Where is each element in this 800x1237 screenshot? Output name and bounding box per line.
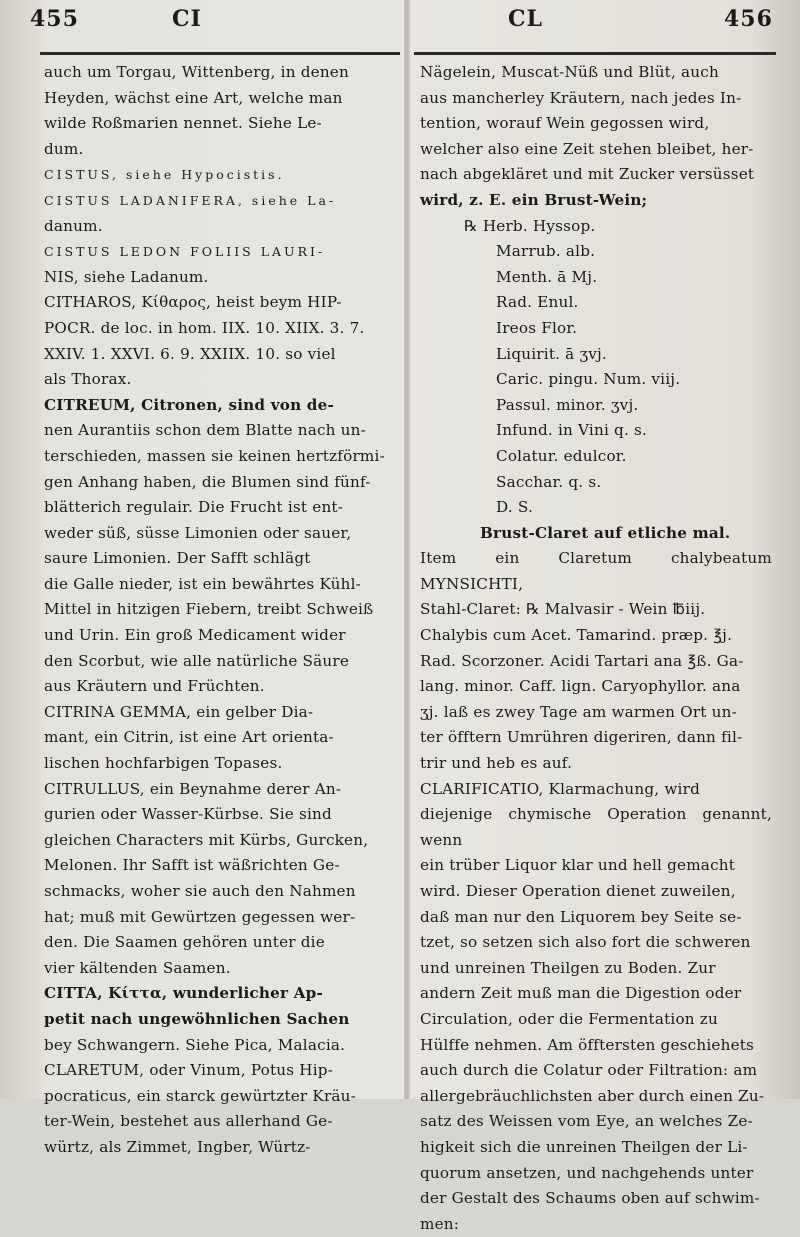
text-line: higkeit sich die unreinen Theilgen der Li- [420,1137,748,1156]
text-line: aus mancherley Kräutern, nach jedes In- [420,88,742,107]
recipe-line: Liquirit. ā ʒvj. [496,344,607,363]
entry-heading: CITRULLUS, ein Beynahme derer An- [44,779,342,798]
right-page-number: 456 [724,6,773,32]
text-line: gurien oder Wasser-Kürbse. Sie sind [44,805,332,824]
text-line: hat; muß mit Gewürtzen gegessen wer- [44,907,356,926]
right-section-header: CL [508,6,543,32]
text-line: schmacks, woher sie auch den Nahmen [44,882,356,900]
text-line: welcher also eine Zeit stehen bleibet, her- [420,139,754,158]
left-text-column [44,60,396,1161]
entry-heading: CITREUM, Citronen, sind von de- [44,395,334,414]
text-line: ein trüber Liquor klar und hell gemacht [420,856,736,875]
entry-heading: CITRINA GEMMA, ein gelber Dia- [44,702,314,721]
recipe-line: Ireos Flor. [496,318,578,337]
text-line: terschieden, massen sie keinen hertzförmi- [44,446,385,465]
entry-heading: CISTUS LADANIFERA, siehe La- [44,192,337,208]
text-line: Chalybis cum Acet. Tamarind. præp. ℥j. [420,626,733,645]
text-line: blätterich regulair. Die Frucht ist ent- [44,498,344,517]
text-line: Melonen. Ihr Safft ist wäßrichten Ge- [44,856,340,875]
entry-heading: CLARIFICATIO, Klarmachung, wird [420,779,700,798]
left-section-header: CI [172,6,202,32]
recipe-line: Rad. Enul. [496,293,579,312]
entry-heading: CLARETUM, oder Vinum, Potus Hip- [44,1061,334,1080]
text-line: daß man nur den Liquorem bey Seite se- [420,907,742,926]
text-line: Nägelein, Muscat-Nüß und Blüt, auch [420,63,719,81]
text-line: weder süß, süsse Limonien oder sauer, [44,523,352,542]
text-line: diejenige chymische Operation genannt, wenn [420,805,772,849]
text-line: auch durch die Colatur oder Filtration: am [420,1061,758,1080]
right-header-rule [414,52,776,55]
text-line: gleichen Characters mit Kürbs, Gurcken, [44,830,369,849]
text-line: Circulation, oder die Fermentation zu [420,1009,718,1028]
text-line: mant, ein Citrin, ist eine Art orienta- [44,728,334,747]
text-line: dum. [44,139,84,158]
entry-heading: CISTUS, siehe Hypocistis. [44,167,285,183]
text-line: NIS, siehe Ladanum. [44,267,209,286]
text-line: aus Kräutern und Früchten. [44,677,265,696]
recipe-line: Menth. ā Mj. [496,267,598,286]
text-line: men: [420,1214,460,1233]
text-line: quorum ansetzen, und nachgehends unter [420,1163,754,1182]
recipe-line: Marrub. alb. [496,242,596,261]
text-line: den Scorbut, wie alle natürliche Säure [44,651,350,670]
left-header-rule [40,52,400,55]
text-line: den. Die Saamen gehören unter die [44,933,325,952]
recipe-line: Passul. minor. ʒvj. [496,395,639,414]
text-line: Hülffe nehmen. Am öfftersten geschiehets [420,1035,755,1054]
entry-heading: CITHAROS, Κίθαρος, heist beym HIP- [44,293,342,312]
entry-heading: CISTUS LEDON FOLIIS LAURI- [44,244,326,260]
text-line: bey Schwangern. Siehe Pica, Malacia. [44,1035,346,1054]
right-text-column [420,60,772,1237]
text-line: tention, worauf Wein gegossen wird, [420,114,710,133]
text-line: satz des Weissen vom Eye, an welches Ze- [420,1112,753,1131]
text-line: Rad. Scorzoner. Acidi Tartari ana ℥ß. Ga- [420,651,744,670]
text-line: Heyden, wächst eine Art, welche man [44,88,343,107]
text-line: petit nach ungewöhnlichen Sachen [44,1009,350,1028]
text-line: trir und heb es auf. [420,754,573,773]
text-line: Mittel in hitzigen Fiebern, treibt Schweiß [44,600,374,619]
text-line: XXIV. 1. XXVI. 6. 9. XXIIX. 10. so viel [44,344,336,363]
left-page-number: 455 [30,6,79,32]
text-line: pocraticus, ein starck gewürtzter Kräu- [44,1086,356,1105]
text-line: gen Anhang haben, die Blumen sind fünf- [44,472,371,491]
text-line: tzet, so setzen sich also fort die schweren [420,933,751,952]
recipe-line: Infund. in Vini q. s. [496,421,648,440]
text-line: würtz, als Zimmet, Ingber, Würtz- [44,1137,311,1156]
text-line: wird. Dieser Operation dienet zuweilen, [420,882,736,900]
text-line: Item ein Claretum chalybeatum MYNSICHTI, [420,549,772,593]
text-line: wird, z. E. ein Brust-Wein; [420,190,648,209]
recipe-line: ℞ Herb. Hyssop. [464,216,596,235]
text-line: der Gestalt des Schaums oben auf schwim- [420,1189,760,1208]
text-line: POCR. de loc. in hom. IIX. 10. XIIX. 3. 7. [44,318,365,337]
text-line: die Galle nieder, ist ein bewährtes Kühl- [44,574,362,593]
text-line: ter öfftern Umrühren digeriren, dann fil- [420,728,743,747]
text-line: auch um Torgau, Wittenberg, in denen [44,63,349,81]
text-line: allergebräuchlichsten aber durch einen Zu- [420,1086,765,1105]
text-line: ter-Wein, bestehet aus allerhand Ge- [44,1112,333,1131]
recipe-line: Sacchar. q. s. [496,472,602,491]
entry-heading: CITTA, Κίττα, wunderlicher Ap- [44,984,323,1003]
text-line: und unreinen Theilgen zu Boden. Zur [420,958,716,977]
text-line: lang. minor. Caff. lign. Caryophyllor. ana [420,677,741,696]
text-line: Stahl-Claret: ℞ Malvasir - Wein ℔iij. [420,600,706,619]
text-line: vier kältenden Saamen. [44,958,231,977]
recipe-line: Colatur. edulcor. [496,446,627,465]
text-line: wilde Roßmarien nennet. Siehe Le- [44,114,322,133]
text-line: andern Zeit muß man die Digestion oder [420,984,742,1003]
text-line: lischen hochfarbigen Topases. [44,754,283,773]
text-line: nen Aurantiis schon dem Blatte nach un- [44,421,366,440]
text-line: als Thorax. [44,370,132,389]
recipe-title: Brust-Claret auf etliche mal. [480,523,731,542]
text-line: saure Limonien. Der Safft schlägt [44,549,311,568]
text-line: ʒj. laß es zwey Tage am warmen Ort un- [420,702,737,721]
text-line: danum. [44,216,103,235]
recipe-line: Caric. pingu. Num. viij. [496,370,681,389]
page-fold [404,0,410,1099]
text-line: und Urin. Ein groß Medicament wider [44,626,346,645]
recipe-line: D. S. [496,498,533,517]
text-line: nach abgekläret und mit Zucker versüsset [420,165,755,184]
